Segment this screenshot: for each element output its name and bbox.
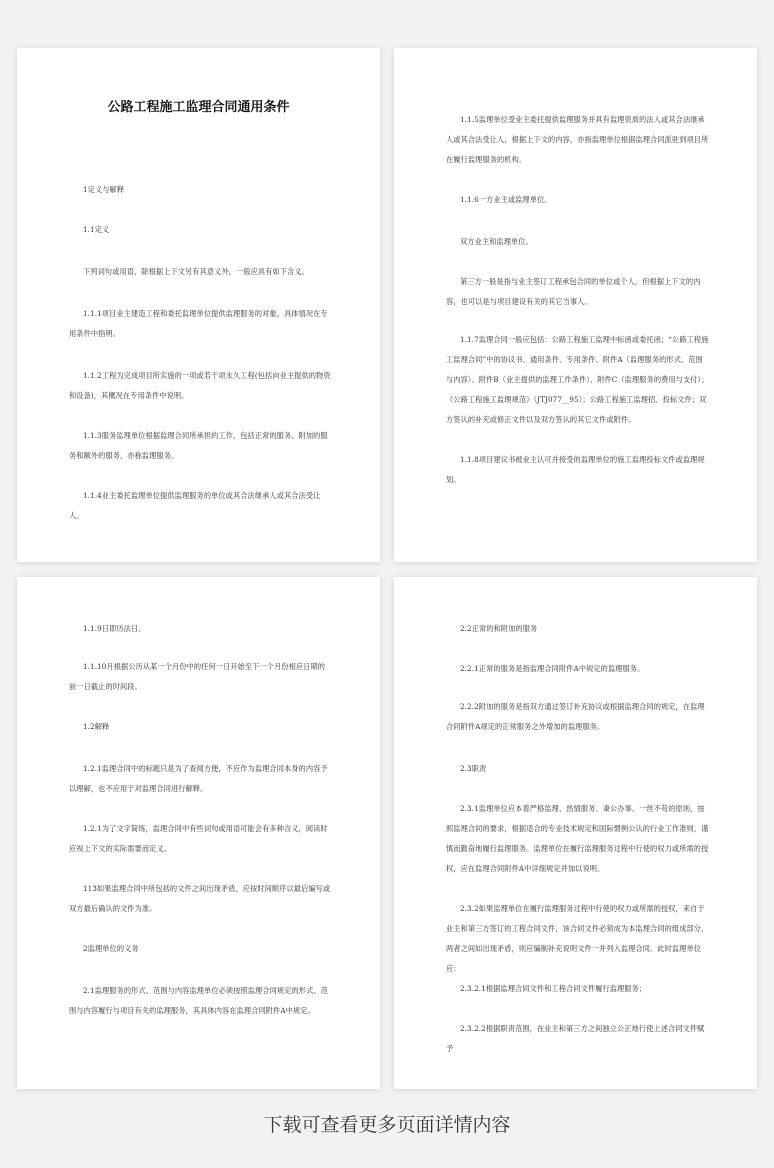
paragraph: 1.1.6一方业主或监理单位。 — [460, 195, 552, 204]
paragraph: 2.3.2.2根据职责范围，在业主和第三方之间独立公正地行使上述合同文件赋予 — [446, 1024, 705, 1053]
paragraph: 1.1定义 — [83, 225, 110, 234]
paragraph: 2.3.2如果监理单位在履行监理服务过程中行使的权力或所需的授权，来自于业主和第三方签订的工程合同文件，该合同文件必须成为本监理合同的组成部分，两者之间如出现矛盾，则应编制补充说明文件一并列入监理合同。此时监理单位应： — [446, 904, 709, 973]
paragraph: 1.1.4业主委托监理单位提供监理服务的单位或其合法继承人或其合法受让人。 — [69, 491, 321, 520]
paragraph: 1.1.3服务监理单位根据监理合同所承担的工作，包括正常的服务、附加的服务和额外的服务，亦称监理服务。 — [69, 431, 328, 460]
document-page-4 — [394, 577, 757, 1089]
paragraph: 113如果监理合同中所包括的文件之间出现矛盾，应按时间顺序以最后编写或双方最后确认的文件为准。 — [69, 884, 331, 913]
paragraph: 1.1.2工程为完成项目所实施的一项或若干项永久工程(包括向业主提供的物资和设备)，其概况在专用条件中说明。 — [69, 371, 331, 400]
paragraph: 双方业主和监理单位。 — [460, 237, 533, 246]
paragraph: 1.2.1监理合同中的标题只是为了查阅方便，不应作为监理合同本身的内容予以理解，也不应用于对监理合同进行解释。 — [69, 764, 328, 793]
paragraph: 1.1.10月根据公历从某一个月份中的任何一日开始至下一个月份相应日期的前一日截止的时间段。 — [69, 662, 326, 691]
paragraph: 2.2正常的和附加的服务 — [460, 624, 538, 633]
paragraph: 1.1.8项目建议书被业主认可并接受的监理单位的施工监理投标文件或监理规划。 — [446, 455, 705, 484]
paragraph: 第三方一般是指与业主签订工程承包合同的单位或个人，但根据上下文的内容，也可以是与项目建设有关的其它当事人。 — [446, 277, 701, 306]
paragraph: 2.3.2.1根据监理合同文件和工程合同文件履行监理服务； — [460, 984, 647, 993]
document-page-1 — [17, 48, 380, 562]
paragraph: 1.2.1为了文字简练，监理合同中有些词句或用语可能会有多种含义，阅读时应视上下文的实际需要而定义。 — [69, 824, 328, 853]
paragraph: 下列词句或用语，除根据上下文另有其意义外，一般应具有如下含义。 — [83, 267, 309, 276]
paragraph: 2.1监理服务的形式、范围与内容监理单位必须按照监理合同规定的形式、范围与内容履行与项目有关的监理服务，其具体内容在监理合同附件A中规定。 — [69, 986, 328, 1015]
document-title: 公路工程施工监理合同通用条件 — [107, 100, 290, 115]
paragraph: 2.2.1正常的服务是指监理合同附件A中规定的监理服务。 — [460, 664, 645, 673]
paragraph: 2监理单位的义务 — [83, 944, 139, 953]
download-more-caption: 下载可查看更多页面详情内容 — [263, 1114, 511, 1136]
paragraph: 2.3.1监理单位应本着严格监理、热情服务、秉公办事、一丝不苟的原则，按照监理合同的要求，根据适合的专业技术规定和国际惯例公认的行业工作准则，谨慎而勤奋地履行监理服务。监理单位在履行监理服务过程中行使的权力或所需的授权，应在监理合同附件A中详细规定并加以说明。 — [446, 804, 709, 873]
paragraph: 1.1.9日即历法日。 — [83, 624, 146, 633]
paragraph: 2.3职责 — [460, 764, 487, 773]
paragraph: 1.1.5监理单位受业主委托提供监理服务并具有监理资质的法人或其合法继承人或其合法受让人，根据上下文的内容，亦指监理单位根据监理合同派驻到项目所在履行监理服务的机构。 — [446, 115, 709, 164]
paragraph: 1定义与解释 — [83, 185, 125, 194]
paragraph: 2.2.2附加的服务是指双方通过签订补充协议或根据监理合同的规定，在监理合同附件A规定的正常服务之外增加的监理服务。 — [446, 702, 705, 731]
paragraph: 1.1.1项目业主建造工程和委托监理单位提供监理服务的对象，具体情况在专用条件中指明。 — [69, 309, 328, 338]
paragraph: 1.2解释 — [83, 722, 110, 731]
document-page-3 — [17, 577, 380, 1089]
document-page-2 — [394, 48, 757, 562]
paragraph: 1.1.7监理合同一般应包括：公路工程施工监理中标函或委托函；“公路工程施工监理合同”中的协议书、通用条件、专用条件、附件A（监理服务的形式、范围与内容）、附件B（业主提供的监理工作条件）、附件C（监理服务的费用与支付）；《公路工程施工监理规范》（JTJ077__95）；公路工程施工监理招、投标文件；双方签认的补充或修正文件以及双方签认的其它文件或附件。 — [446, 335, 709, 424]
